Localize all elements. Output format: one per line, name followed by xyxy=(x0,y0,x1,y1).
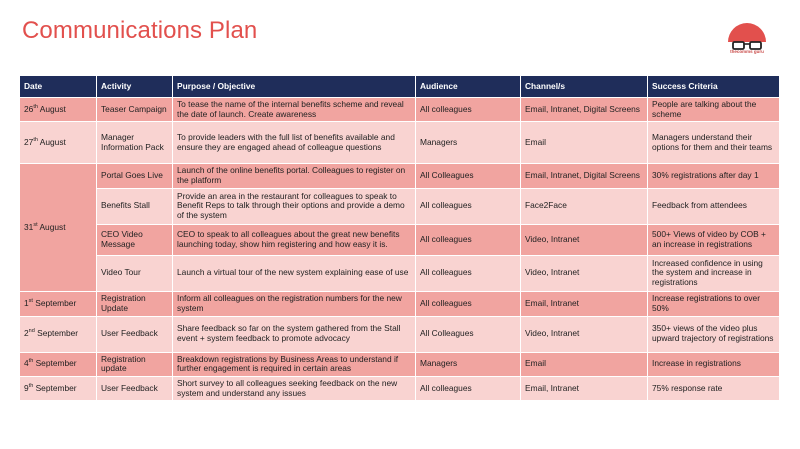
date-cell: 9th September xyxy=(20,376,97,400)
audience-cell: All colleagues xyxy=(416,291,521,316)
activity-cell: Video Tour xyxy=(97,255,173,291)
activity-cell: Benefits Stall xyxy=(97,188,173,224)
success-cell: 75% response rate xyxy=(648,376,780,400)
activity-cell: Portal Goes Live xyxy=(97,164,173,188)
channels-cell: Video, Intranet xyxy=(521,316,648,352)
column-header-success: Success Criteria xyxy=(648,76,780,98)
channels-cell: Email xyxy=(521,122,648,164)
date-cell: 4th September xyxy=(20,352,97,376)
audience-cell: All Colleagues xyxy=(416,316,521,352)
table-row xyxy=(20,164,780,188)
activity-cell: Manager Information Pack xyxy=(97,122,173,164)
purpose-cell: Launch a virtual tour of the new system explaining ease of use xyxy=(173,255,416,291)
success-cell: Feedback from attendees xyxy=(648,188,780,224)
purpose-cell: To provide leaders with the full list of benefits available and ensure they are engaged ahead of colleague questions xyxy=(173,122,416,164)
table-row xyxy=(20,122,780,164)
table-row xyxy=(20,376,780,400)
purpose-cell: Inform all colleagues on the registration numbers for the new system xyxy=(173,291,416,316)
purpose-cell: Provide an area in the restaurant for colleagues to speak to Benefit Reps to talk through their options and provide a demo of the system xyxy=(173,188,416,224)
purpose-cell: Short survey to all colleagues seeking feedback on the new system and understand any issues xyxy=(173,376,416,400)
table-row xyxy=(20,188,780,224)
success-cell: 350+ views of the video plus upward trajectory of registrations xyxy=(648,316,780,352)
communications-plan-table xyxy=(19,75,780,401)
column-header-purpose: Purpose / Objective xyxy=(173,76,416,98)
table-row xyxy=(20,255,780,291)
audience-cell: Managers xyxy=(416,122,521,164)
channels-cell: Email, Intranet, Digital Screens xyxy=(521,98,648,122)
logo-text: thecomms guru xyxy=(730,49,764,54)
column-header-channels: Channel/s xyxy=(521,76,648,98)
purpose-cell: CEO to speak to all colleagues about the great new benefits launching today, show him registering and how easy it is. xyxy=(173,224,416,255)
audience-cell: All colleagues xyxy=(416,188,521,224)
success-cell: 500+ Views of video by COB + an increase in registrations xyxy=(648,224,780,255)
date-cell: 26th August xyxy=(20,98,97,122)
date-cell: 2nd September xyxy=(20,316,97,352)
column-header-activity: Activity xyxy=(97,76,173,98)
success-cell: 30% registrations after day 1 xyxy=(648,164,780,188)
channels-cell: Email, Intranet xyxy=(521,291,648,316)
success-cell: Increase in registrations xyxy=(648,352,780,376)
column-header-audience: Audience xyxy=(416,76,521,98)
audience-cell: All colleagues xyxy=(416,376,521,400)
date-cell: 27th August xyxy=(20,122,97,164)
date-cell: 31st August xyxy=(20,164,97,291)
column-header-date: Date xyxy=(20,76,97,98)
glasses-icon xyxy=(728,23,766,49)
activity-cell: User Feedback xyxy=(97,316,173,352)
success-cell: People are talking about the scheme xyxy=(648,98,780,122)
channels-cell: Face2Face xyxy=(521,188,648,224)
audience-cell: All colleagues xyxy=(416,255,521,291)
activity-cell: Teaser Campaign xyxy=(97,98,173,122)
channels-cell: Video, Intranet xyxy=(521,255,648,291)
success-cell: Managers understand their options for them and their teams xyxy=(648,122,780,164)
audience-cell: All colleagues xyxy=(416,98,521,122)
activity-cell: CEO Video Message xyxy=(97,224,173,255)
success-cell: Increase registrations to over 50% xyxy=(648,291,780,316)
table-row xyxy=(20,98,780,122)
activity-cell: Registration update xyxy=(97,352,173,376)
audience-cell: All colleagues xyxy=(416,224,521,255)
table-row xyxy=(20,316,780,352)
table-row xyxy=(20,291,780,316)
purpose-cell: Launch of the online benefits portal. Colleagues to register on the platform xyxy=(173,164,416,188)
channels-cell: Email, Intranet xyxy=(521,376,648,400)
date-cell: 1st September xyxy=(20,291,97,316)
table-row xyxy=(20,224,780,255)
activity-cell: Registration Update xyxy=(97,291,173,316)
audience-cell: Managers xyxy=(416,352,521,376)
success-cell: Increased confidence in using the system and increase in registrations xyxy=(648,255,780,291)
audience-cell: All Colleagues xyxy=(416,164,521,188)
channels-cell: Email xyxy=(521,352,648,376)
channels-cell: Email, Intranet, Digital Screens xyxy=(521,164,648,188)
channels-cell: Video, Intranet xyxy=(521,224,648,255)
activity-cell: User Feedback xyxy=(97,376,173,400)
purpose-cell: Share feedback so far on the system gathered from the Stall event + system feedback to promote advocacy xyxy=(173,316,416,352)
table-header-row xyxy=(20,76,780,98)
purpose-cell: To tease the name of the internal benefits scheme and reveal the date of launch. Create awareness xyxy=(173,98,416,122)
page-title: Communications Plan xyxy=(22,17,258,44)
table-row xyxy=(20,352,780,376)
purpose-cell: Breakdown registrations by Business Areas to understand if further engagement is required in certain areas xyxy=(173,352,416,376)
